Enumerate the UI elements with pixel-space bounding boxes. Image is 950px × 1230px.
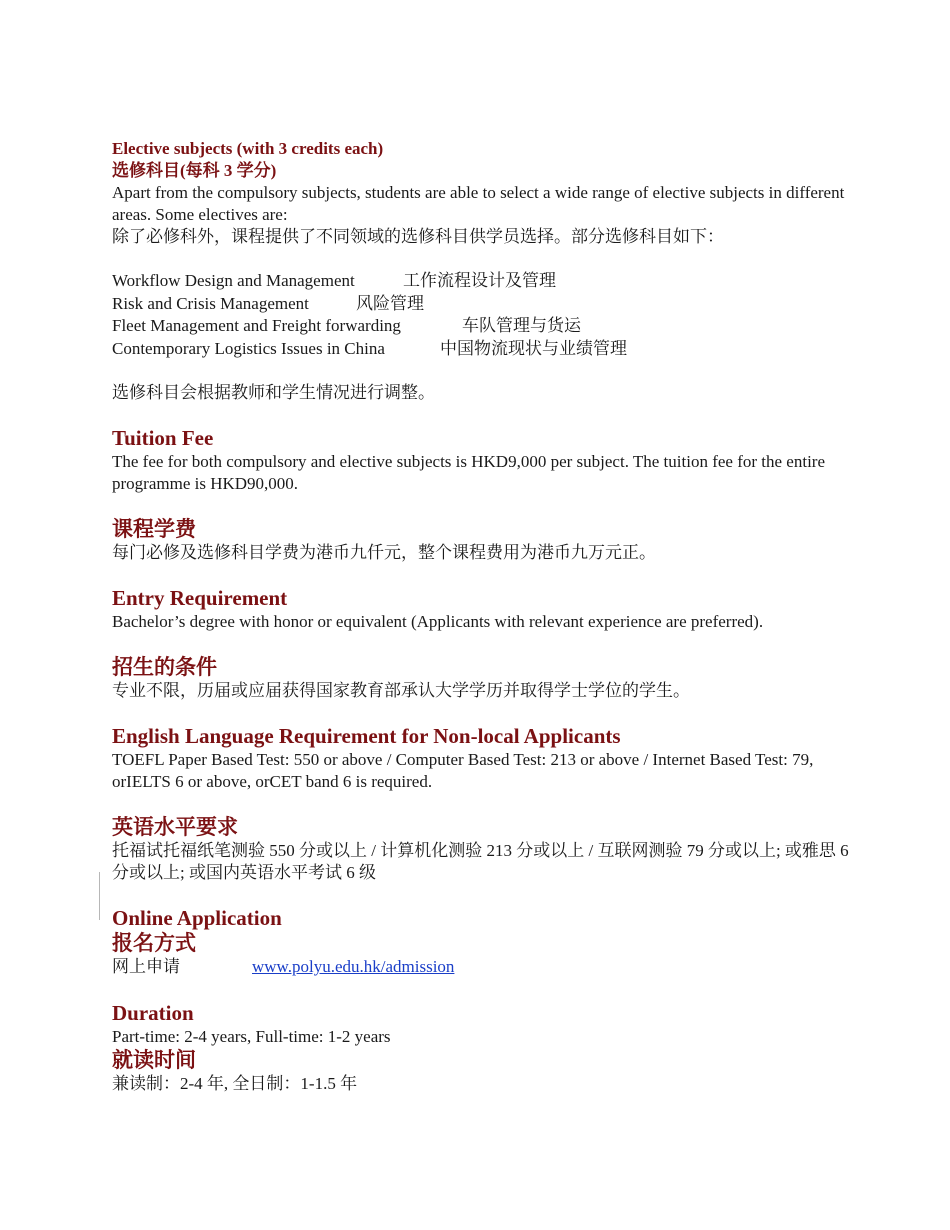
tuition-heading-zh: 课程学费 [112,517,196,541]
duration-heading-zh: 就读时间 [112,1047,196,1072]
list-item [112,293,852,316]
duration-text-en: Part-time: 2-4 years, Full-time: 1-2 years [112,1026,391,1046]
application-row [112,956,852,979]
elective-name-zh: 中国物流现状与业绩管理 [440,338,627,358]
elective-name-en: Workflow Design and Management [112,271,355,290]
elective-name-zh: 工作流程设计及管理 [403,271,556,290]
application-label-zh: 网上申请 [112,957,180,976]
admission-link[interactable]: www.polyu.edu.hk/admission [252,957,455,976]
elective-intro-en: Apart from the compulsory subjects, students are able to select a wide range of elective subjects in different areas. Some electives are: [112,183,845,224]
english-text-zh: 托福试托福纸笔测验 550 分或以上 / 计算机化测验 213 分或以上 / 互联网测验 79 分或以上; 或雅思 6 分或以上; 或国内英语水平考试 6 级 [112,841,849,882]
english-text-en: TOEFL Paper Based Test: 550 or above / Computer Based Test: 213 or above / Internet Based Test: 79, orIELTS 6 or above, orCET band 6 is required. [112,750,814,791]
entry-heading-en: Entry Requirement [112,586,288,610]
elective-name-zh: 车队管理与货运 [462,316,581,335]
elective-name-zh: 风险管理 [356,293,424,313]
tuition-text-en: The fee for both compulsory and elective subjects is HKD9,000 per subject. The tuition fee for the entire programme is HKD90,000. [112,452,825,493]
tuition-heading-en: Tuition Fee [112,426,214,450]
english-heading-zh: 英语水平要求 [112,815,238,839]
application-heading-en: Online Application [112,906,282,930]
elective-name-en: Fleet Management and Freight forwarding [112,316,401,335]
duration-heading-en: Duration [112,1000,194,1025]
application-heading-zh: 报名方式 [112,931,196,955]
elective-name-en: Contemporary Logistics Issues in China [112,338,385,358]
entry-text-zh: 专业不限，历届或应届获得国家教育部承认大学学历并取得学士学位的学生。 [112,681,690,700]
tuition-text-zh: 每门必修及选修科目学费为港币九仟元，整个课程费用为港币九万元正。 [112,543,656,562]
elective-note-zh: 选修科目会根据教师和学生情况进行调整。 [112,383,435,402]
list-item [112,315,852,338]
list-item [112,270,852,293]
entry-text-en: Bachelor’s degree with honor or equivalent (Applicants with relevant experience are preferred). [112,612,764,631]
list-item [112,338,852,361]
entry-heading-zh: 招生的条件 [112,655,217,679]
elective-name-en: Risk and Crisis Management [112,293,309,313]
elective-heading-en: Elective subjects (with 3 credits each) [112,139,384,158]
document-page [112,138,852,1095]
elective-intro-zh: 除了必修科外，课程提供了不同领域的选修科目供学员选择。部分选修科目如下： [112,227,724,246]
english-heading-en: English Language Requirement for Non-local Applicants [112,724,621,748]
elective-list [112,270,852,360]
elective-heading-zh: 选修科目(每科 3 学分) [112,161,277,180]
duration-text-zh: 兼读制：2-4 年, 全日制：1-1.5 年 [112,1073,358,1093]
margin-change-bar [99,872,100,920]
